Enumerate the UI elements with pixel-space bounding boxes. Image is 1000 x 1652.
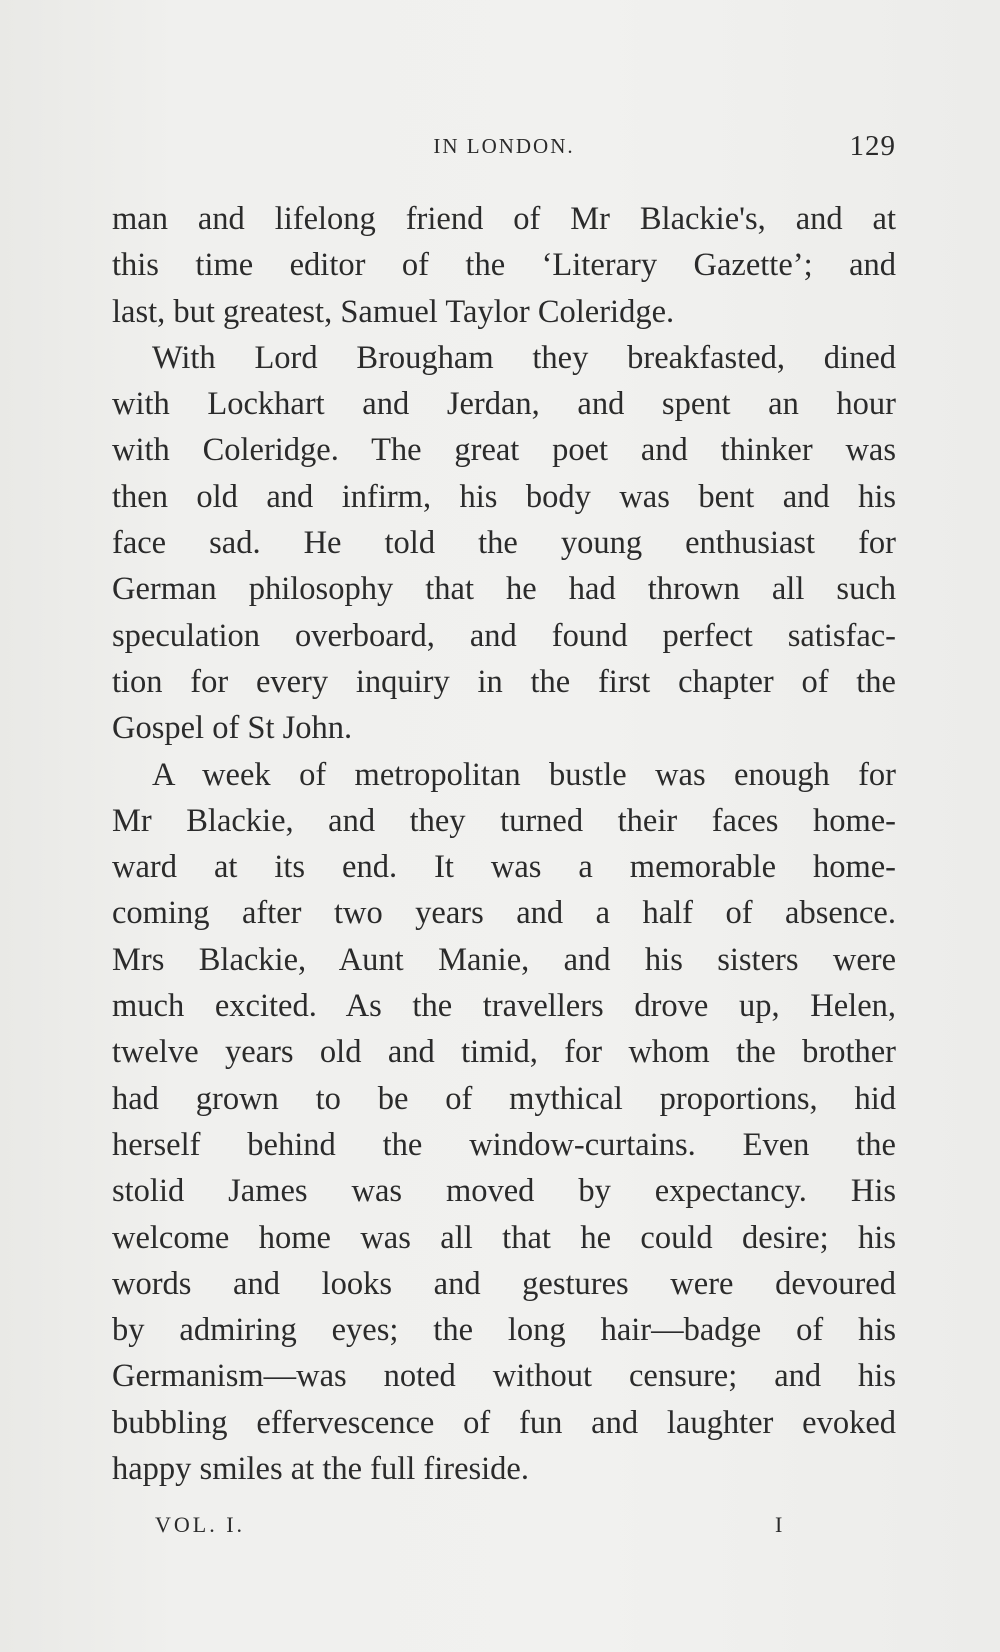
running-head — [112, 130, 896, 170]
text-line: Gospel of St John. — [112, 710, 353, 747]
text-line: A week of metropolitan bustle was enough for — [152, 756, 896, 793]
text-line: much excited. As the travellers drove up, Helen, — [112, 988, 896, 1025]
signature-mark-volume: VOL. I. — [155, 1512, 246, 1537]
text-line: herself behind the window-curtains. Even the — [112, 1126, 896, 1163]
text-line: coming after two years and a half of absence. — [112, 895, 896, 932]
text-line: welcome home was all that he could desire; his — [112, 1219, 896, 1256]
text-line: German philosophy that he had thrown all such — [112, 571, 896, 608]
text-line: Mr Blackie, and they turned their faces home- — [112, 802, 896, 839]
text-line: last, but greatest, Samuel Taylor Coleridge. — [112, 293, 675, 330]
text-line: tion for every inquiry in the first chapter of the — [112, 663, 896, 700]
signature-mark-gathering: I — [775, 1512, 783, 1537]
text-line: twelve years old and timid, for whom the brother — [112, 1034, 896, 1071]
body-text — [112, 196, 896, 1492]
page-number: 129 — [849, 130, 896, 162]
text-line: happy smiles at the full fireside. — [112, 1451, 529, 1488]
footer — [112, 1512, 896, 1548]
running-title: IN LONDON. — [433, 134, 575, 158]
text-line: by admiring eyes; the long hair—badge of his — [112, 1312, 896, 1349]
text-line: Germanism—was noted without censure; and his — [112, 1358, 896, 1395]
text-line: man and lifelong friend of Mr Blackie's, and at — [112, 201, 896, 237]
text-line: Mrs Blackie, Aunt Manie, and his sisters were — [112, 941, 896, 978]
text-line: with Lockhart and Jerdan, and spent an hour — [112, 386, 896, 423]
text-line: this time editor of the ‘Literary Gazette’; and — [112, 247, 896, 284]
text-line: face sad. He told the young enthusiast for — [112, 525, 896, 562]
text-line: ward at its end. It was a memorable home- — [112, 849, 896, 886]
text-line: with Coleridge. The great poet and thinker was — [112, 432, 896, 469]
text-line: speculation overboard, and found perfect satisfac- — [112, 617, 896, 654]
text-line: With Lord Brougham they breakfasted, dined — [152, 339, 896, 376]
text-line: then old and infirm, his body was bent and his — [112, 478, 896, 515]
text-line: bubbling effervescence of fun and laughter evoked — [112, 1404, 896, 1441]
text-line: had grown to be of mythical proportions, hid — [112, 1080, 896, 1117]
text-line: words and looks and gestures were devoured — [112, 1265, 896, 1302]
text-line: stolid James was moved by expectancy. His — [112, 1173, 896, 1210]
